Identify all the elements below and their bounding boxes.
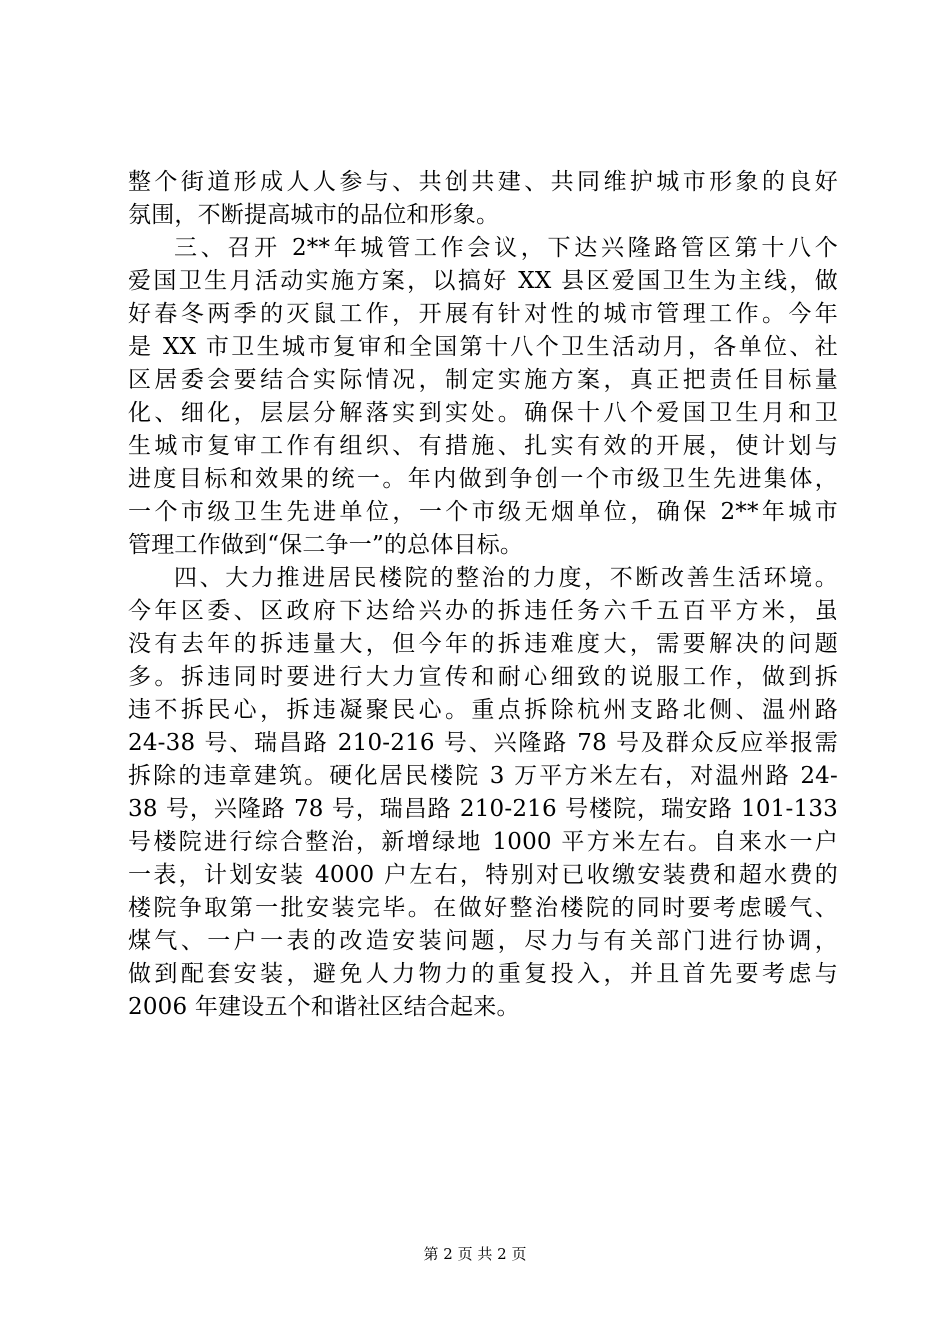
body-line: 煤气、一户一表的改造安装问题，尽力与有关部门进行协调，: [128, 928, 838, 954]
body-line: 做到配套安装，避免人力物力的重复投入，并且首先要考虑与: [128, 961, 838, 987]
document-body: [128, 166, 838, 1024]
body-line: 管理工作做到“保二争一”的总体目标。: [128, 532, 524, 558]
paragraph-start-line: 三、召开 2**年城管工作会议，下达兴隆路管区第十八个: [174, 235, 838, 261]
page-number-footer: 第 2 页 共 2 页: [423, 1245, 527, 1263]
body-line: 化、细化，层层分解落实到实处。确保十八个爱国卫生月和卫: [128, 400, 838, 426]
body-line: 是 XX 市卫生城市复审和全国第十八个卫生活动月，各单位、社: [128, 334, 838, 360]
body-line: 违不拆民心，拆违凝聚民心。重点拆除杭州支路北侧、温州路: [128, 697, 838, 723]
body-line: 没有去年的拆违量大，但今年的拆违难度大，需要解决的问题: [128, 631, 838, 657]
body-line: 24-38 号、瑞昌路 210-216 号、兴隆路 78 号及群众反应举报需: [128, 730, 838, 756]
body-line: 今年区委、区政府下达给兴办的拆违任务六千五百平方米，虽: [128, 598, 838, 624]
body-line: 一个市级卫生先进单位，一个市级无烟单位，确保 2**年城市: [128, 499, 838, 525]
body-line: 氛围，不断提高城市的品位和形象。: [128, 202, 500, 228]
body-line: 38 号，兴隆路 78 号，瑞昌路 210-216 号楼院，瑞安路 101-133: [128, 796, 838, 822]
body-line: 整个街道形成人人参与、共创共建、共同维护城市形象的良好: [128, 169, 838, 195]
body-line: 2006 年建设五个和谐社区结合起来。: [128, 994, 520, 1020]
body-line: 号楼院进行综合整治，新增绿地 1000 平方米左右。自来水一户: [128, 829, 838, 855]
body-line: 区居委会要结合实际情况，制定实施方案，真正把责任目标量: [128, 367, 838, 393]
body-line: 多。拆违同时要进行大力宣传和耐心细致的说服工作，做到拆: [128, 664, 838, 690]
body-line: 生城市复审工作有组织、有措施、扎实有效的开展，使计划与: [128, 433, 838, 459]
body-line: 好春冬两季的灭鼠工作，开展有针对性的城市管理工作。今年: [128, 301, 838, 327]
body-line: 楼院争取第一批安装完毕。在做好整治楼院的同时要考虑暖气、: [128, 895, 838, 921]
body-line: 一表，计划安装 4000 户左右，特别对已收缴安装费和超水费的: [128, 862, 838, 888]
body-line: 进度目标和效果的统一。年内做到争创一个市级卫生先进集体，: [128, 466, 838, 492]
body-line: 拆除的违章建筑。硬化居民楼院 3 万平方米左右，对温州路 24-: [128, 763, 838, 789]
paragraph-start-line: 四、大力推进居民楼院的整治的力度，不断改善生活环境。: [174, 565, 838, 591]
body-line: 爱国卫生月活动实施方案，以搞好 XX 县区爱国卫生为主线，做: [128, 268, 838, 294]
